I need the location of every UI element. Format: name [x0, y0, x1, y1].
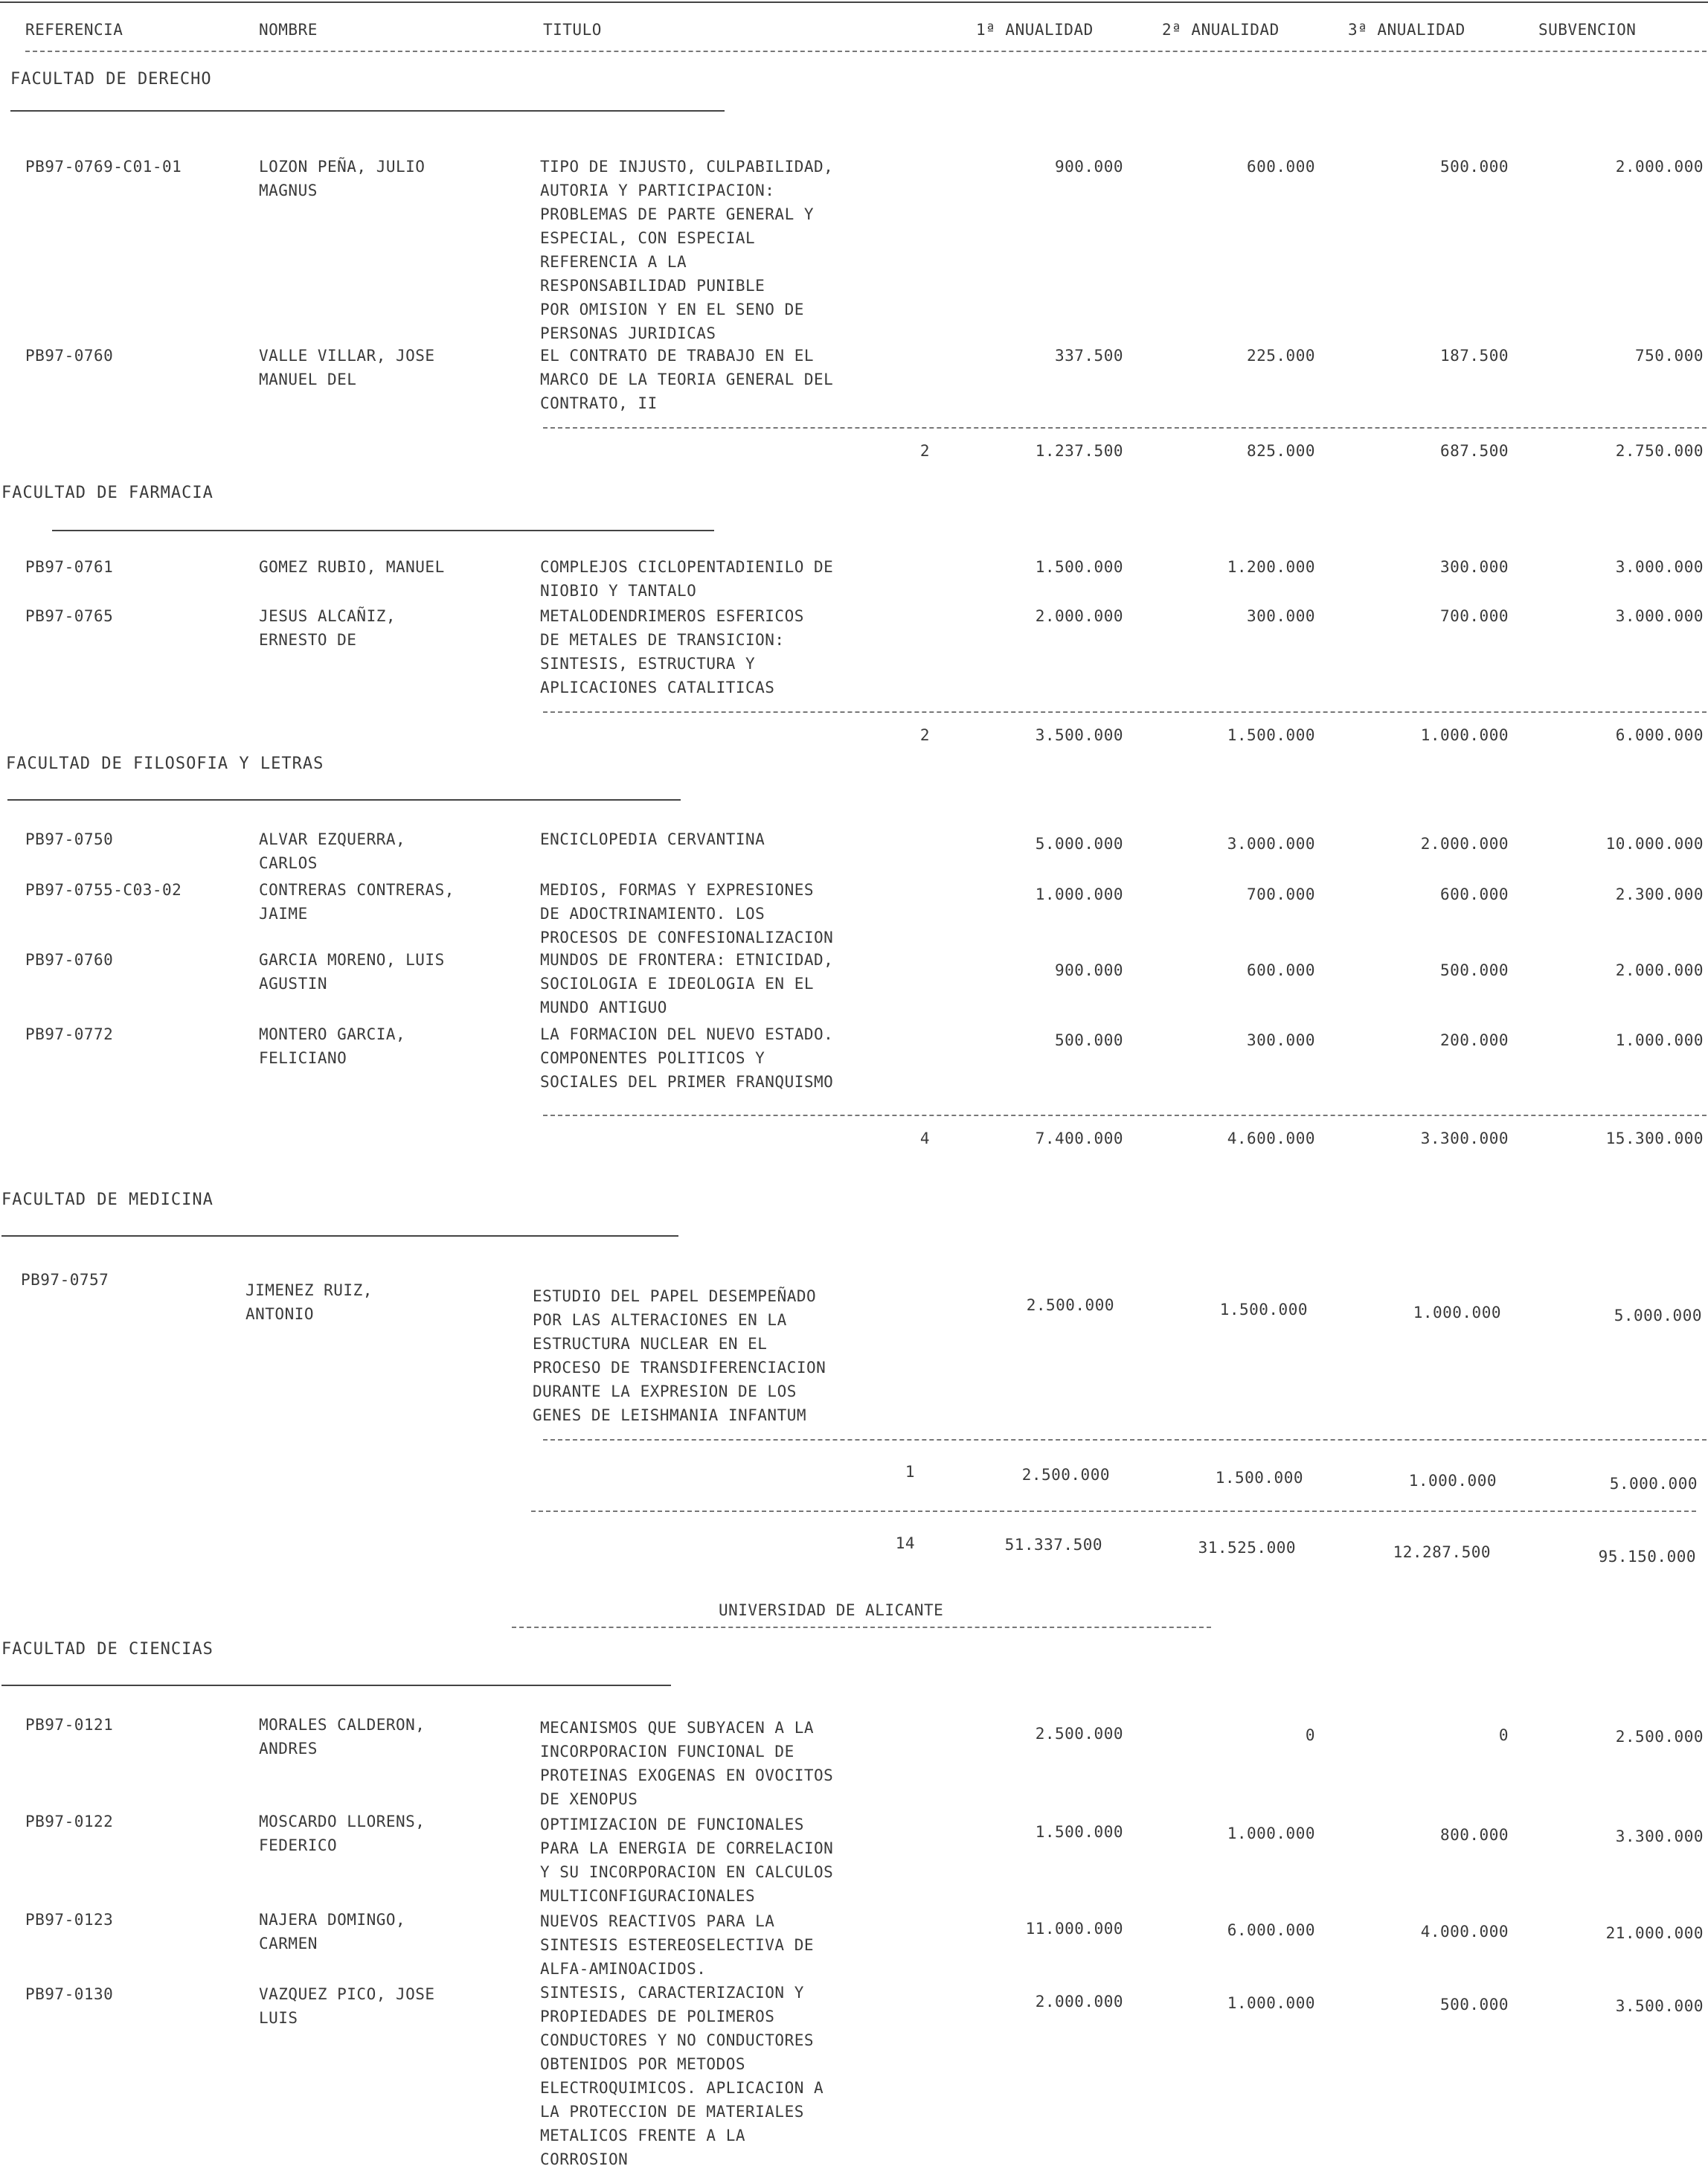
col-header-anualidad-2: 2ª ANUALIDAD: [1162, 21, 1280, 39]
cell-subvencion: 750.000: [1634, 347, 1704, 365]
subtotal-anualidad-2: 1.500.000: [1215, 1469, 1303, 1487]
cell-anualidad-3: 1.000.000: [1413, 1304, 1501, 1322]
cell-anualidad-2: 1.500.000: [1219, 1301, 1308, 1319]
grand-total-anualidad-3: 12.287.500: [1393, 1543, 1491, 1561]
subtotal-anualidad-3: 3.300.000: [1420, 1130, 1509, 1147]
cell-anualidad-1: 1.500.000: [1035, 1823, 1123, 1841]
subtotal-anualidad-2: 1.500.000: [1227, 726, 1315, 744]
subtotal-subvencion: 15.300.000: [1605, 1130, 1704, 1147]
cell-anualidad-2: 300.000: [1246, 607, 1315, 625]
cell-nombre: VALLE VILLAR, JOSE MANUEL DEL: [259, 347, 435, 388]
cell-anualidad-2: 1.000.000: [1227, 1994, 1315, 2012]
col-header-nombre: NOMBRE: [259, 21, 318, 39]
section-title: FACULTAD DE FILOSOFIA Y LETRAS: [6, 755, 324, 773]
cell-anualidad-3: 500.000: [1439, 158, 1509, 176]
subtotal-anualidad-1: 2.500.000: [1021, 1466, 1110, 1484]
cell-anualidad-3: 187.500: [1439, 347, 1509, 365]
grand-total-count: 14: [895, 1534, 915, 1552]
cell-subvencion: 2.000.000: [1615, 158, 1704, 176]
university-title: UNIVERSIDAD DE ALICANTE: [719, 1601, 944, 1619]
section-underline: [7, 799, 681, 801]
subtotal-subvencion: 6.000.000: [1615, 726, 1704, 744]
cell-titulo: TIPO DE INJUSTO, CULPABILIDAD, AUTORIA Y PARTICIPACION: PROBLEMAS DE PARTE GENERAL Y ESPECIAL, CON ESPECIAL REFERENCIA A LA RESPONSABILIDAD PUNIBLE POR OMISION Y EN EL SENO DE PERSONAS JURIDICAS: [540, 158, 834, 342]
grand-total-subvencion: 95.150.000: [1598, 1548, 1696, 1566]
cell-anualidad-1: 337.500: [1054, 347, 1123, 365]
cell-subvencion: 3.000.000: [1615, 558, 1704, 576]
cell-nombre: JIMENEZ RUIZ, ANTONIO: [245, 1281, 373, 1323]
cell-anualidad-2: 1.200.000: [1227, 558, 1315, 576]
cell-nombre: MOSCARDO LLORENS, FEDERICO: [259, 1813, 426, 1854]
subtotal-count: 1: [905, 1463, 915, 1481]
cell-anualidad-3: 200.000: [1439, 1031, 1509, 1049]
cell-anualidad-1: 900.000: [1054, 158, 1123, 176]
cell-nombre: MONTERO GARCIA, FELICIANO: [259, 1025, 406, 1067]
cell-referencia: PB97-0760: [25, 347, 114, 365]
subtotal-subvencion: 5.000.000: [1609, 1475, 1698, 1493]
cell-subvencion: 2.300.000: [1615, 885, 1704, 903]
subtotal-anualidad-1: 1.237.500: [1035, 442, 1123, 460]
cell-anualidad-3: 800.000: [1439, 1826, 1509, 1844]
cell-titulo: SINTESIS, CARACTERIZACION Y PROPIEDADES DE POLIMEROS CONDUCTORES Y NO CONDUCTORES OBTENIDOS POR METODOS ELECTROQUIMICOS. APLICACION A LA PROTECCION DE MATERIALES METALICOS FRENTE A LA CORROSION: [540, 1984, 824, 2168]
cell-nombre: GARCIA MORENO, LUIS AGUSTIN: [259, 951, 445, 993]
cell-nombre: ALVAR EZQUERRA, CARLOS: [259, 830, 406, 872]
cell-referencia: PB97-0761: [25, 558, 114, 576]
cell-referencia: PB97-0769-C01-01: [25, 158, 182, 176]
cell-nombre: LOZON PEÑA, JULIO MAGNUS: [259, 158, 426, 199]
cell-anualidad-3: 0: [1498, 1726, 1509, 1744]
subtotal-count: 4: [919, 1130, 930, 1147]
cell-titulo: COMPLEJOS CICLOPENTADIENILO DE NIOBIO Y TANTALO: [540, 558, 834, 600]
cell-referencia: PB97-0757: [21, 1271, 109, 1289]
university-underline: [512, 1627, 1211, 1628]
cell-referencia: PB97-0755-C03-02: [25, 881, 182, 899]
cell-anualidad-2: 1.000.000: [1227, 1825, 1315, 1842]
cell-titulo: NUEVOS REACTIVOS PARA LA SINTESIS ESTEREOSELECTIVA DE ALFA-AMINOACIDOS.: [540, 1912, 815, 1978]
cell-anualidad-3: 4.000.000: [1420, 1923, 1509, 1941]
cell-anualidad-1: 1.000.000: [1035, 885, 1123, 903]
col-header-anualidad-1: 1ª ANUALIDAD: [976, 21, 1094, 39]
cell-subvencion: 21.000.000: [1605, 1924, 1704, 1942]
section-underline: [1, 1685, 671, 1686]
cell-referencia: PB97-0750: [25, 830, 114, 848]
col-header-referencia: REFERENCIA: [25, 21, 123, 39]
cell-anualidad-1: 2.000.000: [1035, 1993, 1123, 2011]
cell-anualidad-3: 500.000: [1439, 1996, 1509, 2014]
grand-total-separator: [531, 1511, 1696, 1512]
subtotal-separator: [543, 1439, 1707, 1441]
cell-referencia: PB97-0130: [25, 1985, 114, 2003]
cell-anualidad-2: 300.000: [1246, 1031, 1315, 1049]
cell-nombre: MORALES CALDERON, ANDRES: [259, 1716, 426, 1758]
cell-titulo: ENCICLOPEDIA CERVANTINA: [540, 830, 765, 848]
cell-subvencion: 2.000.000: [1615, 961, 1704, 979]
cell-anualidad-2: 225.000: [1246, 347, 1315, 365]
section-title: FACULTAD DE MEDICINA: [1, 1191, 214, 1209]
cell-subvencion: 2.500.000: [1615, 1728, 1704, 1746]
cell-referencia: PB97-0772: [25, 1025, 114, 1043]
cell-subvencion: 3.500.000: [1615, 1997, 1704, 2015]
cell-nombre: VAZQUEZ PICO, JOSE LUIS: [259, 1985, 435, 2027]
cell-anualidad-2: 600.000: [1246, 961, 1315, 979]
subtotal-separator: [543, 711, 1707, 713]
top-rule: [0, 1, 1708, 3]
cell-subvencion: 5.000.000: [1614, 1307, 1702, 1324]
cell-subvencion: 10.000.000: [1605, 835, 1704, 853]
cell-anualidad-3: 600.000: [1439, 885, 1509, 903]
subtotal-count: 2: [919, 726, 930, 744]
cell-subvencion: 3.000.000: [1615, 607, 1704, 625]
cell-anualidad-1: 500.000: [1054, 1031, 1123, 1049]
cell-anualidad-3: 700.000: [1439, 607, 1509, 625]
section-underline: [1, 1235, 678, 1237]
subtotal-count: 2: [919, 442, 930, 460]
subtotal-anualidad-1: 7.400.000: [1035, 1130, 1123, 1147]
cell-titulo: EL CONTRATO DE TRABAJO EN EL MARCO DE LA TEORIA GENERAL DEL CONTRATO, II: [540, 347, 834, 412]
cell-anualidad-1: 2.500.000: [1026, 1296, 1114, 1314]
section-underline: [52, 530, 714, 531]
grand-total-anualidad-1: 51.337.500: [1004, 1536, 1102, 1554]
cell-anualidad-2: 0: [1305, 1726, 1315, 1744]
cell-subvencion: 3.300.000: [1615, 1827, 1704, 1845]
section-underline: [10, 110, 725, 112]
cell-anualidad-1: 11.000.000: [1025, 1920, 1123, 1938]
cell-subvencion: 1.000.000: [1615, 1031, 1704, 1049]
cell-titulo: MUNDOS DE FRONTERA: ETNICIDAD, SOCIOLOGIA E IDEOLOGIA EN EL MUNDO ANTIGUO: [540, 951, 834, 1016]
cell-anualidad-2: 6.000.000: [1227, 1921, 1315, 1939]
cell-referencia: PB97-0121: [25, 1716, 114, 1734]
cell-referencia: PB97-0122: [25, 1813, 114, 1830]
cell-nombre: NAJERA DOMINGO, CARMEN: [259, 1911, 406, 1952]
cell-titulo: MECANISMOS QUE SUBYACEN A LA INCORPORACION FUNCIONAL DE PROTEINAS EXOGENAS EN OVOCITOS DE XENOPUS: [540, 1719, 834, 1808]
subtotal-anualidad-1: 3.500.000: [1035, 726, 1123, 744]
cell-anualidad-3: 300.000: [1439, 558, 1509, 576]
section-title: FACULTAD DE CIENCIAS: [1, 1640, 214, 1659]
cell-anualidad-2: 600.000: [1246, 158, 1315, 176]
header-underline: [25, 51, 1707, 52]
subtotal-subvencion: 2.750.000: [1615, 442, 1704, 460]
cell-anualidad-2: 700.000: [1246, 885, 1315, 903]
cell-referencia: PB97-0765: [25, 607, 114, 625]
cell-titulo: LA FORMACION DEL NUEVO ESTADO. COMPONENTES POLITICOS Y SOCIALES DEL PRIMER FRANQUISMO: [540, 1025, 834, 1091]
cell-titulo: METALODENDRIMEROS ESFERICOS DE METALES DE TRANSICION: SINTESIS, ESTRUCTURA Y APLICACIONES CATALITICAS: [540, 607, 804, 696]
cell-anualidad-3: 500.000: [1439, 961, 1509, 979]
col-header-anualidad-3: 3ª ANUALIDAD: [1348, 21, 1465, 39]
cell-anualidad-1: 900.000: [1054, 961, 1123, 979]
cell-referencia: PB97-0760: [25, 951, 114, 969]
cell-titulo: OPTIMIZACION DE FUNCIONALES PARA LA ENERGIA DE CORRELACION Y SU INCORPORACION EN CALCULOS MULTICONFIGURACIONALES: [540, 1816, 834, 1905]
cell-titulo: MEDIOS, FORMAS Y EXPRESIONES DE ADOCTRINAMIENTO. LOS PROCESOS DE CONFESIONALIZACION: [540, 881, 834, 946]
cell-anualidad-2: 3.000.000: [1227, 835, 1315, 853]
subtotal-anualidad-3: 1.000.000: [1420, 726, 1509, 744]
cell-anualidad-1: 5.000.000: [1035, 835, 1123, 853]
col-header-subvencion: SUBVENCION: [1538, 21, 1637, 39]
cell-anualidad-3: 2.000.000: [1420, 835, 1509, 853]
subtotal-separator: [543, 1115, 1707, 1116]
cell-anualidad-1: 1.500.000: [1035, 558, 1123, 576]
cell-nombre: CONTRERAS CONTRERAS, JAIME: [259, 881, 455, 923]
subtotal-anualidad-2: 825.000: [1246, 442, 1315, 460]
cell-titulo: ESTUDIO DEL PAPEL DESEMPEÑADO POR LAS ALTERACIONES EN LA ESTRUCTURA NUCLEAR EN EL PROCESO DE TRANSDIFERENCIACION DURANTE LA EXPRESION DE LOS GENES DE LEISHMANIA INFANTUM: [533, 1287, 826, 1424]
cell-nombre: GOMEZ RUBIO, MANUEL: [259, 558, 445, 576]
cell-nombre: JESUS ALCAÑIZ, ERNESTO DE: [259, 607, 396, 649]
cell-anualidad-1: 2.500.000: [1035, 1725, 1123, 1743]
col-header-titulo: TITULO: [543, 21, 602, 39]
section-title: FACULTAD DE DERECHO: [10, 70, 212, 89]
section-title: FACULTAD DE FARMACIA: [1, 484, 214, 502]
cell-anualidad-1: 2.000.000: [1035, 607, 1123, 625]
grand-total-anualidad-2: 31.525.000: [1198, 1539, 1296, 1557]
subtotal-anualidad-3: 687.500: [1439, 442, 1509, 460]
subtotal-anualidad-3: 1.000.000: [1408, 1472, 1497, 1490]
cell-referencia: PB97-0123: [25, 1911, 114, 1929]
subtotal-separator: [543, 427, 1707, 429]
subtotal-anualidad-2: 4.600.000: [1227, 1130, 1315, 1147]
